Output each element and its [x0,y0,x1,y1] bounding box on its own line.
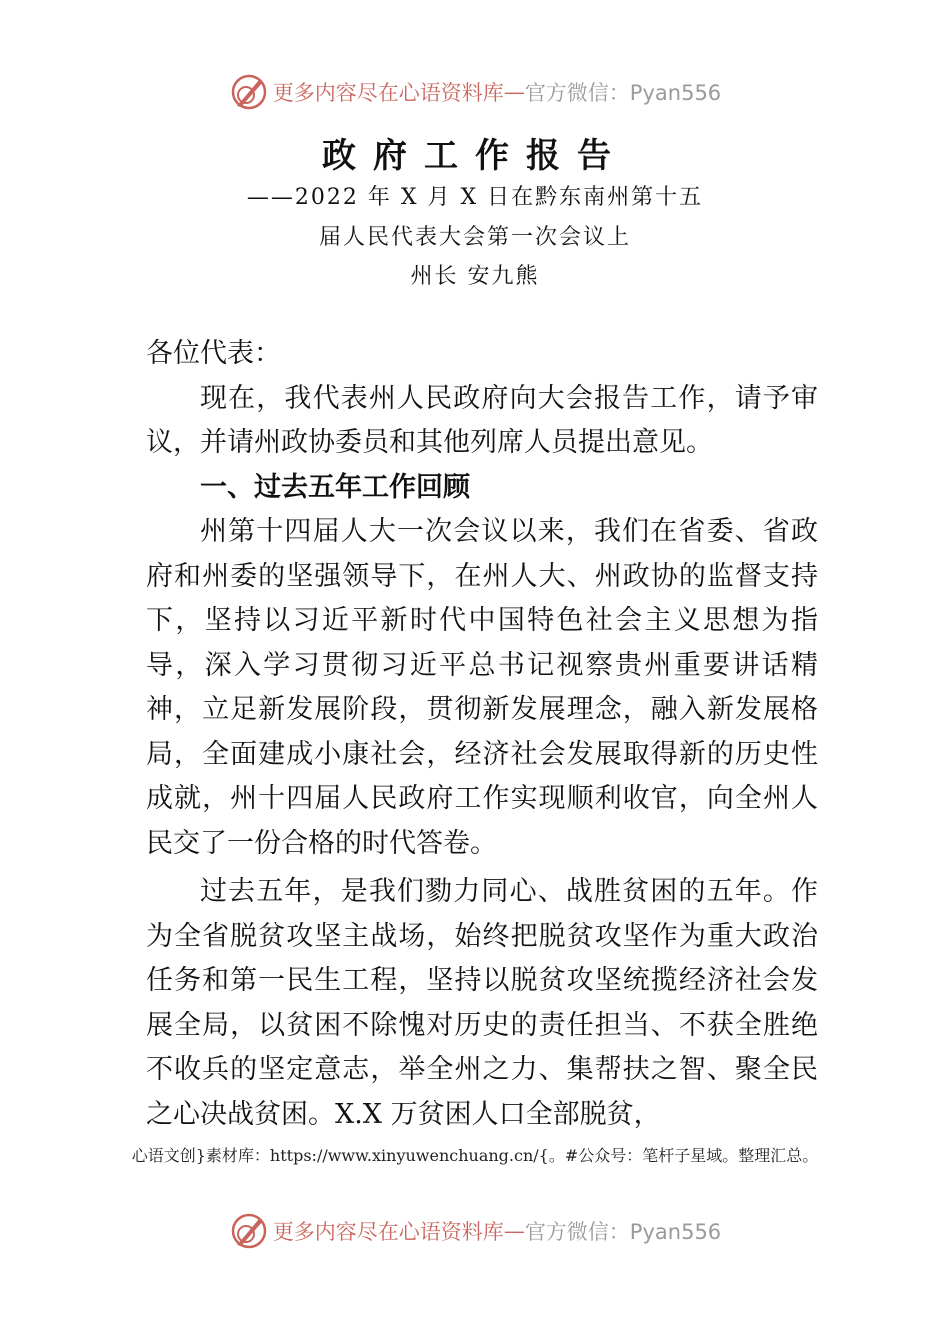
paragraph-1: 州第十四届人大一次会议以来，我们在省委、省政府和州委的坚强领导下，在州人大、州政协的监督支持下，坚持以习近平新时代中国特色社会主义思想为指导，深入学习贯彻习近平总书记视察贵州重要讲话精神，立足新发展阶段，贯彻新发展理念，融入新发展格局，全面建成小康社会，经济社会发展取得新的历史性成就，州十四届人民政府工作实现顺利收官，向全州人民交了一份合格的时代答卷。 [146,516,818,859]
quill-logo-icon [229,72,269,112]
intro-paragraph: 现在，我代表州人民政府向大会报告工作，请予审议，并请州政协委员和其他列席人员提出意见。 [146,382,818,458]
banner-wechat-text: 官方微信：Pyan556 [524,81,722,105]
banner-dash: — [503,1219,525,1243]
subtitle-line-1: ——2022 年 X 月 X 日在黔东南州第十五 [246,185,704,210]
section-heading: 一、过去五年工作回顾 [200,471,470,503]
document-body [146,332,818,1137]
salutation: 各位代表： [146,338,281,369]
banner-dash: — [503,80,525,104]
banner-main-text: 更多内容尽在心语资料库 [272,1220,504,1244]
paragraph-2: 过去五年，是我们勠力同心、战胜贫困的五年。作为全省脱贫攻坚主战场，始终把脱贫攻坚作为重大政治任务和第一民生工程，坚持以脱贫攻坚统揽经济社会发展全局，以贫困不除愧对历史的责任担当、不获全胜绝不收兵的坚定意志，举全州之力、集帮扶之智、聚全民之心决战贫困。X.X 万贫困人口全部脱贫， [146,876,818,1130]
bottom-banner [0,1211,950,1251]
footer-source-note: 心语文创}素材库：https://www.xinyuwenchuang.cn/{。#公众号：笔杆子星域。整理汇总。 [131,1146,819,1165]
banner-main-text: 更多内容尽在心语资料库 [272,81,504,105]
subtitle-line-2: 届人民代表大会第一次会议上 [318,225,631,250]
top-banner [0,72,950,112]
document-title: 政府工作报告 [322,136,628,176]
quill-logo-icon [229,1211,269,1251]
speaker-line: 州长 安九熊 [410,264,540,289]
banner-wechat-text: 官方微信：Pyan556 [524,1220,722,1244]
